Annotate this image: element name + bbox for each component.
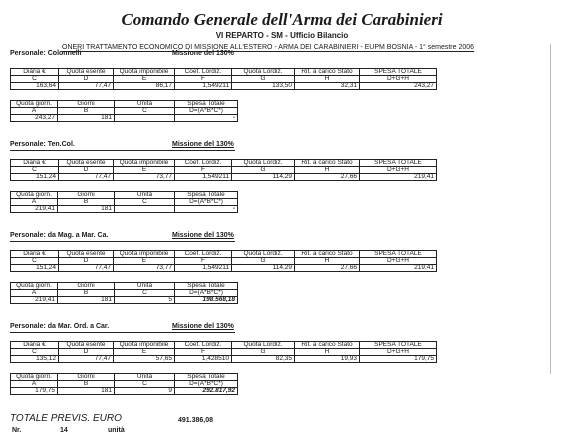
column-letter: D+G+H	[360, 76, 437, 83]
data-cell: 179,75	[11, 388, 58, 395]
column-letter: D=(A*B*C*)	[175, 199, 238, 206]
data-cell: 219,41	[11, 206, 58, 213]
data-cell: 179,75	[360, 356, 437, 363]
column-header: SPESA TOTALE	[360, 251, 437, 258]
table-row	[11, 342, 437, 349]
personale-label: Personale: Ten.Col.	[10, 141, 75, 148]
column-header: Diaria €	[11, 342, 59, 349]
document-subtitle: ONERI TRATTAMENTO ECONOMICO DI MISSIONE ALL'ESTERO - ARMA DEI CARABINIERI - EUPM BOSNIA - 1° semestre 2006	[62, 44, 475, 51]
column-letter: E	[114, 258, 175, 265]
table-row	[11, 160, 437, 167]
column-letter: H	[295, 76, 360, 83]
table-row	[11, 115, 238, 122]
data-cell: 135,12	[11, 356, 59, 363]
column-letter: D=(A*B*C*)	[175, 290, 238, 297]
column-letter: D+G+H	[360, 258, 437, 265]
column-letter: C	[11, 349, 59, 356]
data-cell: 27,66	[295, 174, 360, 181]
column-header: Giorni	[58, 101, 115, 108]
column-letter: F	[175, 167, 232, 174]
column-letter: G	[232, 258, 295, 265]
data-cell: 181	[58, 206, 115, 213]
section-rule	[10, 332, 235, 333]
column-header: Rit. a carico Stato	[295, 251, 360, 258]
column-header: Quota esente	[59, 251, 114, 258]
column-letter: F	[175, 258, 232, 265]
column-letter: H	[295, 349, 360, 356]
column-header: Giorni	[58, 374, 115, 381]
reparto-line: VI REPARTO - SM - Ufficio Bilancio	[215, 31, 349, 40]
unita-label: unità	[108, 427, 125, 434]
column-header: Diaria €	[11, 251, 59, 258]
table-row	[11, 83, 437, 90]
section-rule	[10, 150, 235, 151]
spesa-table	[10, 191, 238, 213]
table-row	[11, 251, 437, 258]
column-header: SPESA TOTALE	[360, 69, 437, 76]
column-header: SPESA TOTALE	[360, 342, 437, 349]
column-letter: B	[58, 108, 115, 115]
total-label: TOTALE PREVIS. EURO	[10, 413, 122, 424]
column-header: Quota esente	[59, 160, 114, 167]
data-cell: 82,35	[232, 356, 295, 363]
column-letter: E	[114, 167, 175, 174]
column-letter: E	[114, 76, 175, 83]
data-cell: 243,27	[11, 115, 58, 122]
data-cell: 1,428510	[175, 356, 232, 363]
column-header: Giorni	[58, 192, 115, 199]
data-cell: 77,47	[59, 265, 114, 272]
data-cell: 114,29	[232, 265, 295, 272]
column-letter: D	[59, 258, 114, 265]
missione-label: Missione del 130%	[172, 50, 234, 57]
column-letter: E	[114, 349, 175, 356]
column-header: Spesa Totale	[175, 192, 238, 199]
column-letter: B	[58, 290, 115, 297]
column-header: Rit. a carico Stato	[295, 160, 360, 167]
column-header: Rit. a carico Stato	[295, 69, 360, 76]
column-header: Spesa Totale	[175, 283, 238, 290]
calc-table	[10, 341, 437, 363]
data-cell: 77,47	[59, 83, 114, 90]
data-cell: 243,27	[360, 83, 437, 90]
column-letter: G	[232, 349, 295, 356]
data-cell: 5	[115, 297, 175, 304]
data-cell: 219,41	[11, 297, 58, 304]
data-cell: 73,77	[114, 265, 175, 272]
data-cell: 77,47	[59, 356, 114, 363]
page-right-rule	[550, 44, 551, 374]
nr-label: Nr.	[12, 427, 22, 434]
data-cell: 292.817,92	[175, 388, 238, 395]
table-row	[11, 174, 437, 181]
column-header: Unità	[115, 101, 175, 108]
column-header: Quota imponibile	[114, 69, 175, 76]
data-cell: 114,29	[232, 174, 295, 181]
data-cell: 151,24	[11, 265, 59, 272]
missione-label: Missione del 130%	[172, 141, 234, 148]
column-letter: A	[11, 199, 58, 206]
column-header: SPESA TOTALE	[360, 160, 437, 167]
data-cell: 181	[58, 388, 115, 395]
column-header: Quota esente	[59, 69, 114, 76]
personale-label: Personale: da Mar. Ord. a Car.	[10, 323, 110, 330]
table-row	[11, 206, 238, 213]
column-letter: F	[175, 349, 232, 356]
total-value: 491.386,08	[178, 417, 214, 424]
personale-label: Personale: Colonnelli	[10, 50, 82, 57]
data-cell: 198.568,18	[175, 297, 238, 304]
personale-label: Personale: da Mag. a Mar. Ca.	[10, 232, 109, 239]
column-letter: H	[295, 167, 360, 174]
column-letter: D	[59, 349, 114, 356]
column-letter: A	[11, 108, 58, 115]
column-letter: C	[115, 290, 175, 297]
column-header: Coef. Lordiz.	[175, 69, 232, 76]
data-cell: 181	[58, 115, 115, 122]
calc-table	[10, 159, 437, 181]
data-cell: 163,64	[11, 83, 59, 90]
data-cell: 19,93	[295, 356, 360, 363]
spesa-table	[10, 373, 238, 395]
column-letter: D=(A*B*C*)	[175, 381, 238, 388]
column-letter: C	[11, 167, 59, 174]
column-letter: B	[58, 381, 115, 388]
column-header: Quota giorn.	[11, 283, 58, 290]
nr-value: 14	[60, 427, 68, 434]
section-rule	[10, 241, 235, 242]
column-letter: H	[295, 258, 360, 265]
data-cell: 181	[58, 297, 115, 304]
column-header: Coef. Lordiz.	[175, 251, 232, 258]
document-title: Comando Generale dell'Arma dei Carabinieri	[121, 10, 443, 29]
data-cell	[115, 206, 175, 213]
data-cell: 1,549211	[175, 83, 232, 90]
column-header: Quota giorn.	[11, 192, 58, 199]
column-header: Coef. Lordiz.	[175, 342, 232, 349]
missione-label: Missione del 130%	[172, 232, 234, 239]
column-header: Spesa Totale	[175, 374, 238, 381]
spesa-table	[10, 282, 238, 304]
missione-label: Missione del 130%	[172, 323, 234, 330]
data-cell: 86,17	[114, 83, 175, 90]
column-header: Quota imponibile	[114, 160, 175, 167]
column-letter: A	[11, 290, 58, 297]
column-letter: B	[58, 199, 115, 206]
table-row	[11, 265, 437, 272]
data-cell: 27,66	[295, 265, 360, 272]
spesa-table	[10, 100, 238, 122]
column-letter: G	[232, 167, 295, 174]
column-letter: C	[11, 76, 59, 83]
column-letter: D	[59, 76, 114, 83]
table-row	[11, 356, 437, 363]
data-cell: 77,47	[59, 174, 114, 181]
data-cell: 32,31	[295, 83, 360, 90]
table-row	[11, 69, 437, 76]
column-letter: D+G+H	[360, 167, 437, 174]
data-cell: 57,65	[114, 356, 175, 363]
data-cell: 219,41	[360, 174, 437, 181]
column-header: Quota imponibile	[114, 251, 175, 258]
column-letter: C	[11, 258, 59, 265]
data-cell: -	[175, 206, 238, 213]
column-header: Coef. Lordiz.	[175, 160, 232, 167]
data-cell: 9	[115, 388, 175, 395]
data-cell	[115, 115, 175, 122]
column-letter: D+G+H	[360, 349, 437, 356]
column-header: Giorni	[58, 283, 115, 290]
column-header: Unità	[115, 283, 175, 290]
column-header: Quota giorn.	[11, 374, 58, 381]
data-cell: 1,549211	[175, 265, 232, 272]
column-letter: G	[232, 76, 295, 83]
data-cell: 1,549211	[175, 174, 232, 181]
column-header: Quota esente	[59, 342, 114, 349]
column-header: Unità	[115, 192, 175, 199]
data-cell: -	[175, 115, 238, 122]
column-letter: A	[11, 381, 58, 388]
table-row	[11, 297, 238, 304]
column-letter: C	[115, 381, 175, 388]
column-header: Rit. a carico Stato	[295, 342, 360, 349]
column-header: Unità	[115, 374, 175, 381]
column-header: Diaria €	[11, 160, 59, 167]
data-cell: 133,50	[232, 83, 295, 90]
column-header: Quota Lordiz.	[232, 160, 295, 167]
column-letter: C	[115, 108, 175, 115]
column-header: Diaria €	[11, 69, 59, 76]
column-header: Quota Lordiz.	[232, 251, 295, 258]
calc-table	[10, 68, 437, 90]
column-header: Quota giorn.	[11, 101, 58, 108]
column-letter: C	[115, 199, 175, 206]
data-cell: 73,77	[114, 174, 175, 181]
column-header: Quota Lordiz.	[232, 342, 295, 349]
column-header: Spesa Totale	[175, 101, 238, 108]
column-header: Quota imponibile	[114, 342, 175, 349]
column-header: Quota Lordiz.	[232, 69, 295, 76]
table-row	[11, 388, 238, 395]
column-letter: D	[59, 167, 114, 174]
column-letter: F	[175, 76, 232, 83]
data-cell: 151,24	[11, 174, 59, 181]
column-letter: D=(A*B*C*)	[175, 108, 238, 115]
data-cell: 219,41	[360, 265, 437, 272]
calc-table	[10, 250, 437, 272]
